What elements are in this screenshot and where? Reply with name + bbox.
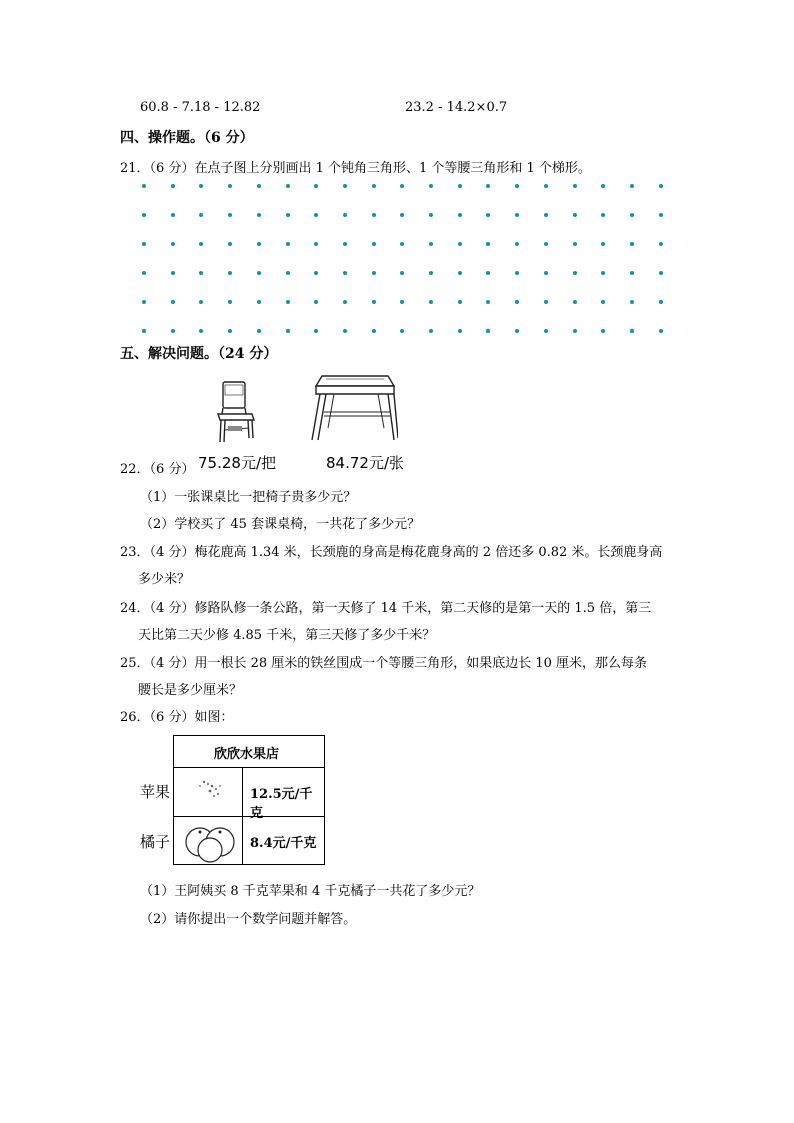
grid-dot[interactable]	[429, 242, 433, 246]
grid-dot[interactable]	[573, 184, 577, 188]
grid-dot[interactable]	[142, 242, 146, 246]
grid-dot[interactable]	[286, 329, 290, 333]
question-26-sub1: （1）王阿姨买 8 千克苹果和 4 千克橘子一共花了多少元？	[140, 884, 481, 899]
store-name: 欣欣水果店	[214, 747, 280, 762]
grid-dot[interactable]	[573, 271, 577, 275]
chair-illustration	[212, 380, 260, 446]
grid-dot[interactable]	[486, 242, 490, 246]
grid-dot[interactable]	[343, 184, 347, 188]
grid-dot[interactable]	[573, 300, 577, 304]
grid-dot[interactable]	[228, 242, 232, 246]
grid-dot[interactable]	[630, 329, 634, 333]
grid-dot[interactable]	[601, 300, 605, 304]
expression-left: 60.8 - 7.18 - 12.82	[140, 100, 261, 115]
grid-dot[interactable]	[515, 242, 519, 246]
fruit-store-table	[173, 735, 325, 865]
grid-dot[interactable]	[486, 184, 490, 188]
question-22-sub1: （1）一张课桌比一把椅子贵多少元？	[140, 490, 357, 505]
grid-dot[interactable]	[630, 213, 634, 217]
grid-dot[interactable]	[630, 242, 634, 246]
grid-dot[interactable]	[199, 242, 203, 246]
grid-dot[interactable]	[257, 242, 261, 246]
grid-dot[interactable]	[400, 184, 404, 188]
grid-dot[interactable]	[400, 242, 404, 246]
grid-dot[interactable]	[400, 300, 404, 304]
question-22-sub2: （2）学校买了 45 套课桌椅，一共花了多少元？	[140, 517, 421, 532]
grid-dot[interactable]	[458, 271, 462, 275]
grid-dot[interactable]	[171, 213, 175, 217]
dot-grid[interactable]	[0, 0, 794, 340]
grid-dot[interactable]	[659, 213, 663, 217]
orange-price: 8.4元/千克	[250, 836, 317, 851]
grid-dot[interactable]	[630, 271, 634, 275]
grid-dot[interactable]	[372, 184, 376, 188]
question-22-number: 22．（6 分）	[120, 462, 195, 477]
expression-right: 23.2 - 14.2×0.7	[405, 100, 508, 115]
grid-dot[interactable]	[486, 271, 490, 275]
grid-dot[interactable]	[544, 300, 548, 304]
grid-dot[interactable]	[142, 329, 146, 333]
grid-dot[interactable]	[486, 213, 490, 217]
grid-dot[interactable]	[515, 300, 519, 304]
question-23-line1: 23．（4 分）梅花鹿高 1.34 米，长颈鹿的身高是梅花鹿身高的 2 倍还多 0.82 米。长颈鹿身高	[120, 545, 663, 560]
grid-dot[interactable]	[171, 184, 175, 188]
grid-dot[interactable]	[228, 329, 232, 333]
grid-dot[interactable]	[228, 184, 232, 188]
orange-image	[180, 820, 240, 864]
grid-dot[interactable]	[515, 271, 519, 275]
grid-dot[interactable]	[458, 329, 462, 333]
grid-dot[interactable]	[314, 213, 318, 217]
question-25-line2: 腰长是多少厘米？	[138, 683, 243, 698]
grid-dot[interactable]	[228, 271, 232, 275]
grid-dot[interactable]	[286, 271, 290, 275]
grid-dot[interactable]	[515, 329, 519, 333]
grid-dot[interactable]	[372, 300, 376, 304]
grid-dot[interactable]	[630, 184, 634, 188]
grid-dot[interactable]	[486, 329, 490, 333]
grid-dot[interactable]	[458, 184, 462, 188]
grid-dot[interactable]	[286, 300, 290, 304]
apple-image	[180, 772, 238, 812]
grid-dot[interactable]	[257, 271, 261, 275]
grid-dot[interactable]	[458, 242, 462, 246]
grid-dot[interactable]	[314, 300, 318, 304]
grid-dot[interactable]	[171, 271, 175, 275]
grid-dot[interactable]	[372, 242, 376, 246]
section5-title: 五、解决问题。（24 分）	[120, 346, 278, 362]
grid-dot[interactable]	[458, 300, 462, 304]
grid-dot[interactable]	[429, 329, 433, 333]
grid-dot[interactable]	[429, 271, 433, 275]
desk-price: 84.72元/张	[326, 454, 404, 472]
grid-dot[interactable]	[228, 213, 232, 217]
question-23-line2: 多少米？	[138, 572, 191, 587]
grid-dot[interactable]	[429, 300, 433, 304]
grid-dot[interactable]	[228, 300, 232, 304]
question-24-line1: 24．（4 分）修路队修一条公路，第一天修了 14 千米，第二天修的是第一天的 1.5 倍，第三	[120, 601, 652, 616]
grid-dot[interactable]	[429, 213, 433, 217]
grid-dot[interactable]	[171, 329, 175, 333]
grid-dot[interactable]	[142, 300, 146, 304]
grid-dot[interactable]	[544, 329, 548, 333]
question-21: 21．（6 分）在点子图上分别画出 1 个钝角三角形、1 个等腰三角形和 1 个梯形。	[120, 161, 591, 176]
grid-dot[interactable]	[544, 184, 548, 188]
question-24-line2: 天比第二天少修 4.85 千米，第三天修了多少千米？	[138, 628, 436, 643]
grid-dot[interactable]	[400, 271, 404, 275]
grid-dot[interactable]	[659, 300, 663, 304]
grid-dot[interactable]	[199, 271, 203, 275]
grid-dot[interactable]	[573, 213, 577, 217]
grid-dot[interactable]	[286, 242, 290, 246]
grid-dot[interactable]	[343, 329, 347, 333]
grid-dot[interactable]	[573, 242, 577, 246]
grid-dot[interactable]	[659, 184, 663, 188]
grid-dot[interactable]	[601, 184, 605, 188]
grid-dot[interactable]	[458, 213, 462, 217]
chair-price: 75.28元/把	[198, 454, 276, 472]
grid-dot[interactable]	[544, 242, 548, 246]
grid-dot[interactable]	[630, 300, 634, 304]
grid-dot[interactable]	[171, 300, 175, 304]
desk-illustration	[308, 370, 398, 446]
grid-dot[interactable]	[314, 271, 318, 275]
grid-dot[interactable]	[429, 184, 433, 188]
grid-dot[interactable]	[286, 213, 290, 217]
grid-dot[interactable]	[372, 271, 376, 275]
grid-dot[interactable]	[659, 271, 663, 275]
grid-dot[interactable]	[343, 213, 347, 217]
question-26-sub2: （2）请你提出一个数学问题并解答。	[140, 912, 357, 927]
grid-dot[interactable]	[659, 242, 663, 246]
grid-dot[interactable]	[171, 242, 175, 246]
question-25-line1: 25．（4 分）用一根长 28 厘米的铁丝围成一个等腰三角形，如果底边长 10 厘米，那么每条	[120, 656, 648, 671]
grid-dot[interactable]	[515, 213, 519, 217]
grid-dot[interactable]	[314, 329, 318, 333]
grid-dot[interactable]	[343, 271, 347, 275]
grid-dot[interactable]	[400, 213, 404, 217]
grid-dot[interactable]	[601, 242, 605, 246]
grid-dot[interactable]	[343, 300, 347, 304]
grid-dot[interactable]	[601, 271, 605, 275]
grid-dot[interactable]	[199, 213, 203, 217]
grid-dot[interactable]	[142, 184, 146, 188]
grid-dot[interactable]	[257, 300, 261, 304]
apple-price: 12.5元/千克	[250, 787, 313, 821]
grid-dot[interactable]	[142, 271, 146, 275]
grid-dot[interactable]	[659, 329, 663, 333]
grid-dot[interactable]	[314, 242, 318, 246]
grid-dot[interactable]	[486, 300, 490, 304]
grid-dot[interactable]	[544, 271, 548, 275]
grid-dot[interactable]	[343, 242, 347, 246]
grid-dot[interactable]	[199, 329, 203, 333]
grid-dot[interactable]	[142, 213, 146, 217]
section4-title: 四、操作题。（6 分）	[120, 130, 254, 146]
apple-label: 苹果	[140, 783, 171, 801]
grid-dot[interactable]	[573, 329, 577, 333]
grid-dot[interactable]	[257, 329, 261, 333]
grid-dot[interactable]	[400, 329, 404, 333]
question-26-intro: 26．（6 分）如图：	[120, 710, 234, 725]
grid-dot[interactable]	[515, 184, 519, 188]
grid-dot[interactable]	[257, 213, 261, 217]
grid-dot[interactable]	[372, 329, 376, 333]
grid-dot[interactable]	[372, 213, 376, 217]
grid-dot[interactable]	[199, 184, 203, 188]
grid-dot[interactable]	[257, 184, 261, 188]
grid-dot[interactable]	[544, 213, 548, 217]
grid-dot[interactable]	[601, 329, 605, 333]
grid-dot[interactable]	[286, 184, 290, 188]
grid-dot[interactable]	[601, 213, 605, 217]
grid-dot[interactable]	[199, 300, 203, 304]
orange-label: 橘子	[140, 833, 171, 851]
grid-dot[interactable]	[314, 184, 318, 188]
